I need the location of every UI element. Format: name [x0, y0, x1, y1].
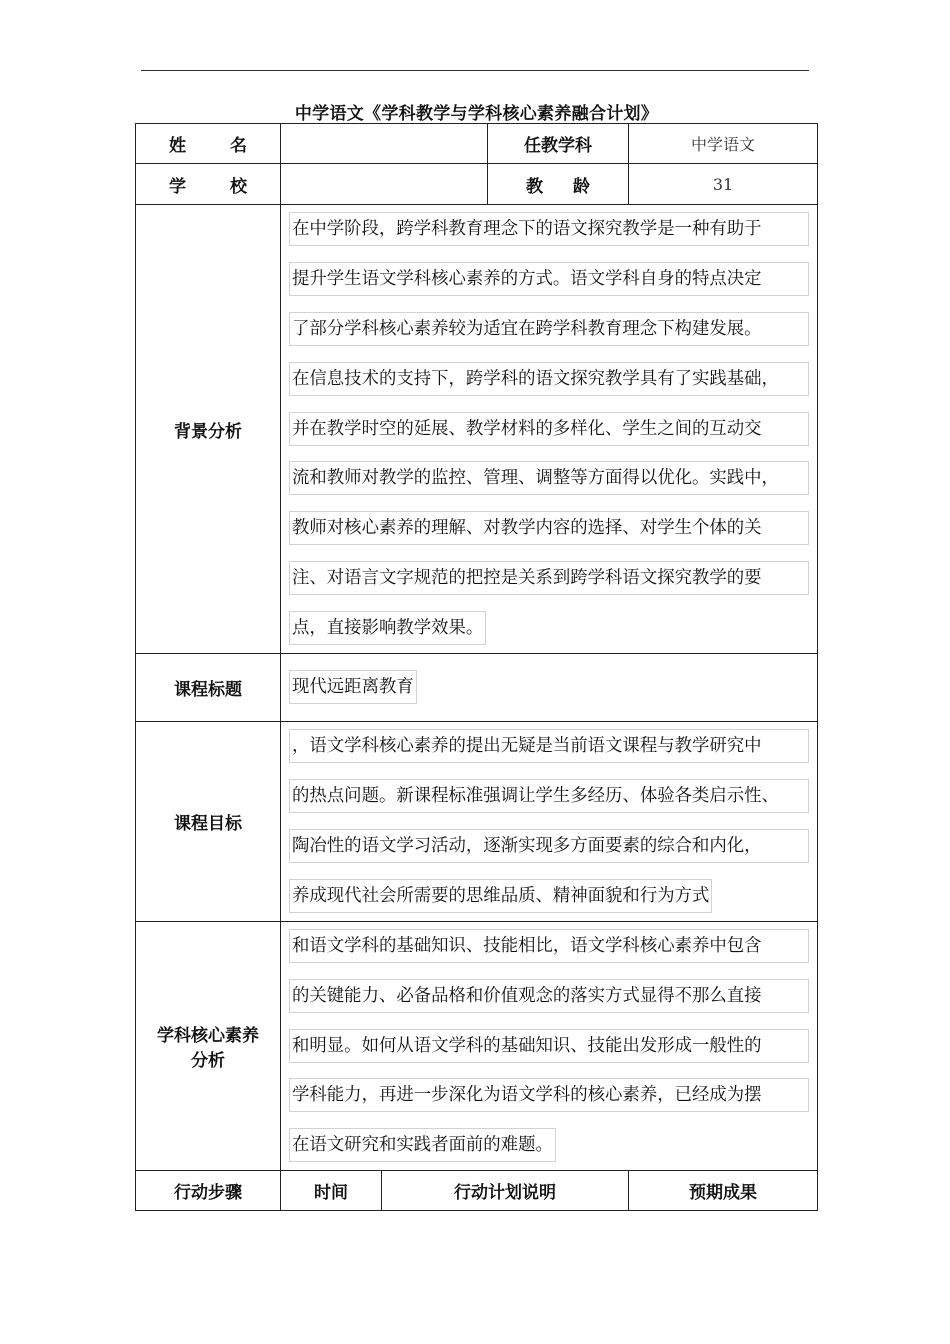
- text-line: 点，直接影响教学效果。: [289, 611, 486, 645]
- school-label: 学 校: [136, 164, 281, 205]
- core-analysis-label: 学科核心素养 分析: [136, 922, 281, 1171]
- action-header-row: [136, 1171, 818, 1211]
- name-row: [136, 124, 818, 164]
- action-steps-header: 行动步骤: [136, 1171, 281, 1211]
- text-line: 陶冶性的语文学习活动，逐渐实现多方面要素的综合和内化，: [289, 829, 809, 863]
- document-title: 中学语文《学科教学与学科核心素养融合计划》: [294, 104, 659, 124]
- plan-description-header: 行动计划说明: [382, 1171, 629, 1211]
- teaching-years-value[interactable]: 31: [629, 164, 818, 205]
- text-line: 教师对核心素养的理解、对教学内容的选择、对学生个体的关: [289, 511, 809, 545]
- text-line: 了部分学科核心素养较为适宜在跨学科教育理念下构建发展。: [289, 312, 809, 346]
- text-line: 流和教师对教学的监控、管理、调整等方面得以优化。实践中，: [289, 461, 809, 495]
- core-analysis-row: [136, 922, 818, 1171]
- school-value[interactable]: [281, 164, 488, 205]
- text-line: 的关键能力、必备品格和价值观念的落实方式显得不那么直接: [289, 979, 809, 1013]
- background-content[interactable]: [281, 205, 818, 654]
- plan-form-table: [135, 123, 818, 1211]
- text-line: 养成现代社会所需要的思维品质、精神面貌和行为方式: [289, 879, 712, 913]
- text-line: 在中学阶段，跨学科教育理念下的语文探究教学是一种有助于: [289, 212, 809, 246]
- text-line: 和语文学科的基础知识、技能相比，语文学科核心素养中包含: [289, 929, 809, 963]
- background-label: 背景分析: [136, 205, 281, 654]
- subject-label: 任教学科: [488, 124, 629, 164]
- background-row: [136, 205, 818, 654]
- course-title-content[interactable]: [281, 654, 818, 722]
- text-line: 在信息技术的支持下，跨学科的语文探究教学具有了实践基础，: [289, 362, 809, 396]
- text-line: 并在教学时空的延展、教学材料的多样化、学生之间的互动交: [289, 412, 809, 446]
- course-goal-label: 课程目标: [136, 722, 281, 922]
- text-line: 在语文研究和实践者面前的难题。: [289, 1128, 556, 1162]
- text-line: 注、对语言文字规范的把控是关系到跨学科语文探究教学的要: [289, 561, 809, 595]
- expected-result-header: 预期成果: [629, 1171, 818, 1211]
- course-title-row: [136, 654, 818, 722]
- time-header: 时间: [281, 1171, 382, 1211]
- course-title-label: 课程标题: [136, 654, 281, 722]
- header-rule: [141, 70, 809, 71]
- teaching-years-label: 教 龄: [488, 164, 629, 205]
- text-line: ，语文学科核心素养的提出无疑是当前语文课程与教学研究中: [289, 729, 809, 763]
- text-line: 学科能力，再进一步深化为语文学科的核心素养，已经成为摆: [289, 1078, 809, 1112]
- subject-value[interactable]: 中学语文: [629, 124, 818, 164]
- course-title-value: 现代远距离教育: [289, 670, 417, 704]
- core-analysis-content[interactable]: [281, 922, 818, 1171]
- school-row: [136, 164, 818, 205]
- text-line: 和明显。如何从语文学科的基础知识、技能出发形成一般性的: [289, 1029, 809, 1063]
- course-goal-row: [136, 722, 818, 922]
- name-label: 姓 名: [136, 124, 281, 164]
- course-goal-content[interactable]: [281, 722, 818, 922]
- name-value[interactable]: [281, 124, 488, 164]
- text-line: 的热点问题。新课程标准强调让学生多经历、体验各类启示性、: [289, 779, 809, 813]
- text-line: 提升学生语文学科核心素养的方式。语文学科自身的特点决定: [289, 262, 809, 296]
